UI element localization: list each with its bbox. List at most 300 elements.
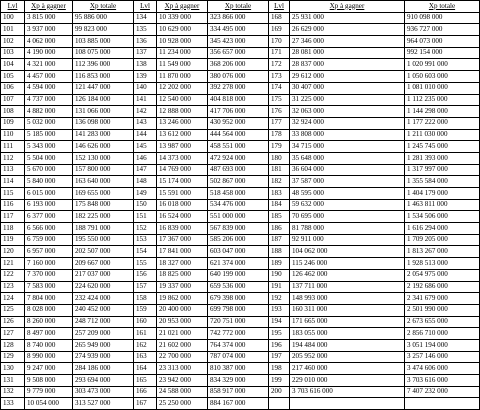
table-row [1, 94, 480, 106]
xp-total-cell: 720 751 000 [208, 316, 269, 328]
level-cell: 126 [1, 316, 25, 328]
xp-gain-cell: 59 632 000 [290, 199, 405, 211]
level-cell: 188 [269, 246, 290, 258]
level-cell: 183 [269, 188, 290, 200]
xp-total-cell: 368 206 000 [208, 59, 269, 71]
table-row [1, 398, 480, 410]
table-row [1, 199, 480, 211]
xp-total-cell: 1 177 222 000 [405, 117, 480, 129]
xp-total-cell: 3 703 616 000 [405, 375, 480, 387]
xp-total-cell: 1 404 179 000 [405, 188, 480, 200]
level-cell: 192 [269, 293, 290, 305]
table-row [1, 316, 480, 328]
xp-gain-cell: 4 737 000 [25, 94, 73, 106]
xp-gain-cell: 4 882 000 [25, 106, 73, 118]
xp-total-cell: 404 818 000 [208, 94, 269, 106]
level-cell: 174 [269, 82, 290, 94]
xp-total-cell: 1 245 745 000 [405, 141, 480, 153]
level-cell: 106 [1, 82, 25, 94]
level-cell: 118 [1, 223, 25, 235]
xp-total-cell: 323 866 000 [208, 12, 269, 24]
level-cell: 162 [134, 339, 157, 351]
level-cell: 119 [1, 234, 25, 246]
xp-gain-cell: 160 311 000 [290, 304, 405, 316]
xp-gain-cell [290, 398, 405, 410]
table-row [1, 258, 480, 270]
xp-total-cell: 910 098 000 [405, 12, 480, 24]
xp-gain-cell: 33 808 000 [290, 129, 405, 141]
level-cell: 102 [1, 36, 25, 48]
level-cell: 152 [134, 223, 157, 235]
xp-total-cell: 2 192 686 000 [405, 281, 480, 293]
level-cell: 146 [134, 152, 157, 164]
level-cell: 104 [1, 59, 25, 71]
xp-gain-cell: 28 081 000 [290, 47, 405, 59]
xp-total-cell: 217 037 000 [73, 269, 134, 281]
xp-gain-cell: 19 862 000 [157, 293, 208, 305]
level-cell: 178 [269, 129, 290, 141]
level-cell: 148 [134, 176, 157, 188]
level-cell: 164 [134, 363, 157, 375]
level-cell: 153 [134, 234, 157, 246]
xp-gain-cell: 205 952 000 [290, 351, 405, 363]
column-header-xp-a-gagner: Xp à gagner [25, 1, 73, 13]
xp-total-cell: 936 727 000 [405, 24, 480, 36]
xp-gain-cell: 36 604 000 [290, 164, 405, 176]
column-header-xp-a-gagner: Xp à gagner [290, 1, 405, 13]
xp-total-cell: 392 278 000 [208, 82, 269, 94]
xp-total-cell: 1 020 991 000 [405, 59, 480, 71]
column-header-lvl: Lvl [134, 1, 157, 13]
xp-total-cell: 202 507 000 [73, 246, 134, 258]
level-cell: 154 [134, 246, 157, 258]
level-cell: 128 [1, 339, 25, 351]
xp-gain-cell: 7 804 000 [25, 293, 73, 305]
xp-gain-cell: 37 587 000 [290, 176, 405, 188]
xp-gain-cell: 6 377 000 [25, 211, 73, 223]
level-cell: 181 [269, 164, 290, 176]
xp-gain-cell: 3 703 616 000 [290, 386, 405, 398]
table-row [1, 141, 480, 153]
level-cell: 180 [269, 152, 290, 164]
level-cell: 127 [1, 328, 25, 340]
xp-total-cell: 345 423 000 [208, 36, 269, 48]
xp-gain-cell: 21 602 000 [157, 339, 208, 351]
xp-total-cell: 240 452 000 [73, 304, 134, 316]
xp-gain-cell: 70 695 000 [290, 211, 405, 223]
xp-gain-cell: 24 588 000 [157, 386, 208, 398]
level-cell: 169 [269, 24, 290, 36]
level-cell: 139 [134, 71, 157, 83]
level-cell: 172 [269, 59, 290, 71]
xp-total-cell: 603 047 000 [208, 246, 269, 258]
xp-gain-cell: 217 460 000 [290, 363, 405, 375]
xp-total-cell: 108 075 000 [73, 47, 134, 59]
level-cell: 140 [134, 82, 157, 94]
level-cell: 129 [1, 351, 25, 363]
xp-total-cell: 232 424 000 [73, 293, 134, 305]
xp-gain-cell: 9 508 000 [25, 375, 73, 387]
xp-gain-cell: 229 010 000 [290, 375, 405, 387]
table-row [1, 211, 480, 223]
level-cell: 121 [1, 258, 25, 270]
table-row [1, 71, 480, 83]
level-cell: 170 [269, 36, 290, 48]
xp-total-cell: 444 564 000 [208, 129, 269, 141]
xp-gain-cell: 28 837 000 [290, 59, 405, 71]
xp-gain-cell: 4 321 000 [25, 59, 73, 71]
xp-gain-cell: 20 953 000 [157, 316, 208, 328]
xp-gain-cell: 35 648 000 [290, 152, 405, 164]
xp-total-cell: 224 620 000 [73, 281, 134, 293]
level-cell: 101 [1, 24, 25, 36]
header-row [1, 1, 480, 13]
xp-total-cell: 141 283 000 [73, 129, 134, 141]
xp-gain-cell: 6 759 000 [25, 234, 73, 246]
xp-gain-cell: 7 583 000 [25, 281, 73, 293]
xp-gain-cell: 25 250 000 [157, 398, 208, 410]
table-row [1, 246, 480, 258]
xp-total-cell: 1 928 513 000 [405, 258, 480, 270]
level-cell: 179 [269, 141, 290, 153]
xp-total-cell: 472 924 000 [208, 152, 269, 164]
xp-total-cell: 3 257 146 000 [405, 351, 480, 363]
level-cell: 116 [1, 199, 25, 211]
level-cell: 185 [269, 211, 290, 223]
xp-gain-cell: 14 373 000 [157, 152, 208, 164]
xp-gain-cell: 20 400 000 [157, 304, 208, 316]
level-cell: 168 [269, 12, 290, 24]
table-row [1, 269, 480, 281]
level-cell: 176 [269, 106, 290, 118]
xp-total-cell: 1 616 294 000 [405, 223, 480, 235]
level-cell: 109 [1, 117, 25, 129]
table-row [1, 339, 480, 351]
xp-total-cell: 103 885 000 [73, 36, 134, 48]
xp-gain-cell: 17 841 000 [157, 246, 208, 258]
level-cell: 111 [1, 141, 25, 153]
xp-total-cell: 1 211 030 000 [405, 129, 480, 141]
xp-gain-cell: 27 346 000 [290, 36, 405, 48]
xp-total-cell: 964 073 000 [405, 36, 480, 48]
table-row [1, 82, 480, 94]
level-cell: 114 [1, 176, 25, 188]
xp-gain-cell: 32 063 000 [290, 106, 405, 118]
level-cell: 143 [134, 117, 157, 129]
level-cell: 144 [134, 129, 157, 141]
table-row [1, 12, 480, 24]
table-row [1, 176, 480, 188]
xp-total-cell: 1 355 584 000 [405, 176, 480, 188]
table-body [1, 12, 480, 409]
xp-total-cell: 3 051 194 000 [405, 339, 480, 351]
xp-gain-cell: 4 062 000 [25, 36, 73, 48]
xp-gain-cell: 5 032 000 [25, 117, 73, 129]
level-cell: 147 [134, 164, 157, 176]
xp-total-cell: 1 050 603 000 [405, 71, 480, 83]
table-row [1, 304, 480, 316]
xp-total-cell: 2 856 710 000 [405, 328, 480, 340]
column-header-xp-totale: Xp totale [405, 1, 480, 13]
xp-total-cell: 163 640 000 [73, 176, 134, 188]
xp-total-cell: 209 667 000 [73, 258, 134, 270]
xp-gain-cell: 16 839 000 [157, 223, 208, 235]
xp-total-cell: 1 281 393 000 [405, 152, 480, 164]
level-cell: 173 [269, 71, 290, 83]
xp-gain-cell: 25 931 000 [290, 12, 405, 24]
level-cell: 199 [269, 375, 290, 387]
column-header-xp-totale: Xp totale [73, 1, 134, 13]
level-cell: 184 [269, 199, 290, 211]
xp-gain-cell: 26 629 000 [290, 24, 405, 36]
xp-total-cell: 195 550 000 [73, 234, 134, 246]
xp-gain-cell: 11 234 000 [157, 47, 208, 59]
level-cell: 136 [134, 36, 157, 48]
xp-total-cell: 169 655 000 [73, 188, 134, 200]
xp-total-cell: 787 074 000 [208, 351, 269, 363]
level-cell: 125 [1, 304, 25, 316]
xp-gain-cell: 10 339 000 [157, 12, 208, 24]
xp-gain-cell: 22 700 000 [157, 351, 208, 363]
level-cell: 163 [134, 351, 157, 363]
xp-total-cell: 131 066 000 [73, 106, 134, 118]
xp-gain-cell: 4 190 000 [25, 47, 73, 59]
level-cell: 105 [1, 71, 25, 83]
xp-gain-cell: 31 225 000 [290, 94, 405, 106]
level-cell: 100 [1, 12, 25, 24]
table-row [1, 106, 480, 118]
table-row [1, 363, 480, 375]
level-cell: 196 [269, 339, 290, 351]
level-cell [269, 398, 290, 410]
level-cell: 132 [1, 386, 25, 398]
level-cell: 187 [269, 234, 290, 246]
xp-gain-cell: 5 343 000 [25, 141, 73, 153]
xp-total-cell: 257 209 000 [73, 328, 134, 340]
table-row [1, 234, 480, 246]
xp-total-cell: 810 387 000 [208, 363, 269, 375]
xp-total-cell: 742 772 000 [208, 328, 269, 340]
xp-gain-cell: 12 540 000 [157, 94, 208, 106]
xp-total-cell: 992 154 000 [405, 47, 480, 59]
table-row [1, 281, 480, 293]
xp-total-cell: 640 199 000 [208, 269, 269, 281]
xp-gain-cell: 126 462 000 [290, 269, 405, 281]
xp-gain-cell: 30 407 000 [290, 82, 405, 94]
level-cell: 158 [134, 293, 157, 305]
level-cell: 108 [1, 106, 25, 118]
level-cell: 182 [269, 176, 290, 188]
xp-total-cell: 356 657 000 [208, 47, 269, 59]
table-row [1, 375, 480, 387]
xp-gain-cell: 183 055 000 [290, 328, 405, 340]
column-header-lvl: Lvl [1, 1, 25, 13]
xp-total-cell: 551 000 000 [208, 211, 269, 223]
xp-total-cell: 1 112 235 000 [405, 94, 480, 106]
level-cell: 130 [1, 363, 25, 375]
xp-total-cell: 518 458 000 [208, 188, 269, 200]
xp-gain-cell: 92 911 000 [290, 234, 405, 246]
xp-total-cell: 858 917 000 [208, 386, 269, 398]
level-cell: 141 [134, 94, 157, 106]
xp-total-cell: 116 853 000 [73, 71, 134, 83]
xp-gain-cell: 16 524 000 [157, 211, 208, 223]
level-cell: 197 [269, 351, 290, 363]
xp-gain-cell: 18 825 000 [157, 269, 208, 281]
xp-gain-cell: 81 788 000 [290, 223, 405, 235]
xp-gain-cell: 12 888 000 [157, 106, 208, 118]
xp-gain-cell: 13 987 000 [157, 141, 208, 153]
xp-total-cell: 121 447 000 [73, 82, 134, 94]
column-header-xp-a-gagner: Xp à gagner [157, 1, 208, 13]
xp-gain-cell: 29 612 000 [290, 71, 405, 83]
xp-gain-cell: 6 957 000 [25, 246, 73, 258]
xp-total-cell: 1 144 298 000 [405, 106, 480, 118]
xp-gain-cell: 5 185 000 [25, 129, 73, 141]
xp-total-cell: 99 823 000 [73, 24, 134, 36]
xp-total-cell: 7 407 232 000 [405, 386, 480, 398]
xp-total-cell: 567 839 000 [208, 223, 269, 235]
table-row [1, 223, 480, 235]
xp-gain-cell: 9 247 000 [25, 363, 73, 375]
level-cell: 156 [134, 269, 157, 281]
level-cell: 149 [134, 188, 157, 200]
table-row [1, 164, 480, 176]
xp-gain-cell: 5 670 000 [25, 164, 73, 176]
level-cell: 145 [134, 141, 157, 153]
xp-gain-cell: 8 990 000 [25, 351, 73, 363]
level-cell: 195 [269, 328, 290, 340]
xp-total-cell: 182 225 000 [73, 211, 134, 223]
table-row [1, 129, 480, 141]
column-header-lvl: Lvl [269, 1, 290, 13]
level-cell: 131 [1, 375, 25, 387]
xp-gain-cell: 5 504 000 [25, 152, 73, 164]
xp-gain-cell: 194 484 000 [290, 339, 405, 351]
level-cell: 157 [134, 281, 157, 293]
xp-total-cell: 458 551 000 [208, 141, 269, 153]
level-cell: 159 [134, 304, 157, 316]
xp-total-cell: 126 184 000 [73, 94, 134, 106]
table-row [1, 59, 480, 71]
xp-gain-cell: 115 246 000 [290, 258, 405, 270]
level-cell: 124 [1, 293, 25, 305]
xp-gain-cell: 34 715 000 [290, 141, 405, 153]
level-cell: 166 [134, 386, 157, 398]
level-cell: 194 [269, 316, 290, 328]
level-cell: 137 [134, 47, 157, 59]
xp-gain-cell: 8 740 000 [25, 339, 73, 351]
xp-total-cell: 621 374 000 [208, 258, 269, 270]
xp-total-cell: 502 867 000 [208, 176, 269, 188]
xp-total-cell: 248 712 000 [73, 316, 134, 328]
table-row [1, 293, 480, 305]
xp-total-cell: 1 463 811 000 [405, 199, 480, 211]
level-cell: 191 [269, 281, 290, 293]
xp-total-cell: 2 673 655 000 [405, 316, 480, 328]
column-header-xp-totale: Xp totale [208, 1, 269, 13]
level-cell: 113 [1, 164, 25, 176]
xp-gain-cell: 21 021 000 [157, 328, 208, 340]
xp-total-cell: 157 800 000 [73, 164, 134, 176]
level-cell: 122 [1, 269, 25, 281]
level-cell: 115 [1, 188, 25, 200]
level-cell: 198 [269, 363, 290, 375]
xp-gain-cell: 32 924 000 [290, 117, 405, 129]
xp-total-cell: 175 848 000 [73, 199, 134, 211]
xp-gain-cell: 48 595 000 [290, 188, 405, 200]
xp-gain-cell: 8 028 000 [25, 304, 73, 316]
level-cell: 167 [134, 398, 157, 410]
xp-total-cell: 313 527 000 [73, 398, 134, 410]
xp-total-cell: 293 694 000 [73, 375, 134, 387]
xp-gain-cell: 11 870 000 [157, 71, 208, 83]
xp-gain-cell: 6 193 000 [25, 199, 73, 211]
xp-gain-cell: 7 370 000 [25, 269, 73, 281]
table-row [1, 117, 480, 129]
xp-total-cell: 274 939 000 [73, 351, 134, 363]
xp-total-cell: 334 495 000 [208, 24, 269, 36]
xp-gain-cell: 137 711 000 [290, 281, 405, 293]
level-cell: 134 [134, 12, 157, 24]
level-cell: 171 [269, 47, 290, 59]
level-cell: 155 [134, 258, 157, 270]
xp-gain-cell: 8 260 000 [25, 316, 73, 328]
table-row [1, 152, 480, 164]
level-cell: 133 [1, 398, 25, 410]
xp-total-cell: 284 186 000 [73, 363, 134, 375]
xp-gain-cell: 14 769 000 [157, 164, 208, 176]
level-cell: 161 [134, 328, 157, 340]
xp-total-cell: 417 706 000 [208, 106, 269, 118]
xp-total-cell: 699 798 000 [208, 304, 269, 316]
xp-total-cell: 136 098 000 [73, 117, 134, 129]
level-cell: 107 [1, 94, 25, 106]
level-cell: 138 [134, 59, 157, 71]
xp-gain-cell: 7 160 000 [25, 258, 73, 270]
xp-total-cell: 679 398 000 [208, 293, 269, 305]
table-row [1, 328, 480, 340]
level-cell: 120 [1, 246, 25, 258]
xp-gain-cell: 16 018 000 [157, 199, 208, 211]
table-row [1, 24, 480, 36]
xp-total-cell: 534 476 000 [208, 199, 269, 211]
xp-gain-cell: 12 202 000 [157, 82, 208, 94]
level-cell: 165 [134, 375, 157, 387]
table-row [1, 188, 480, 200]
xp-total-cell: 764 374 000 [208, 339, 269, 351]
xp-gain-cell: 6 015 000 [25, 188, 73, 200]
xp-gain-cell: 13 612 000 [157, 129, 208, 141]
level-cell: 175 [269, 94, 290, 106]
xp-total-cell: 380 076 000 [208, 71, 269, 83]
xp-total-cell: 1 317 997 000 [405, 164, 480, 176]
xp-gain-cell: 3 815 000 [25, 12, 73, 24]
level-cell: 151 [134, 211, 157, 223]
xp-gain-cell: 15 591 000 [157, 188, 208, 200]
xp-gain-cell: 148 993 000 [290, 293, 405, 305]
xp-gain-cell: 8 497 000 [25, 328, 73, 340]
xp-total-cell: 834 329 000 [208, 375, 269, 387]
xp-gain-cell: 4 457 000 [25, 71, 73, 83]
xp-total-cell: 659 536 000 [208, 281, 269, 293]
xp-gain-cell: 171 665 000 [290, 316, 405, 328]
table-row [1, 351, 480, 363]
xp-total-cell: 1 534 506 000 [405, 211, 480, 223]
xp-gain-cell: 5 840 000 [25, 176, 73, 188]
xp-gain-cell: 23 942 000 [157, 375, 208, 387]
table-row [1, 36, 480, 48]
